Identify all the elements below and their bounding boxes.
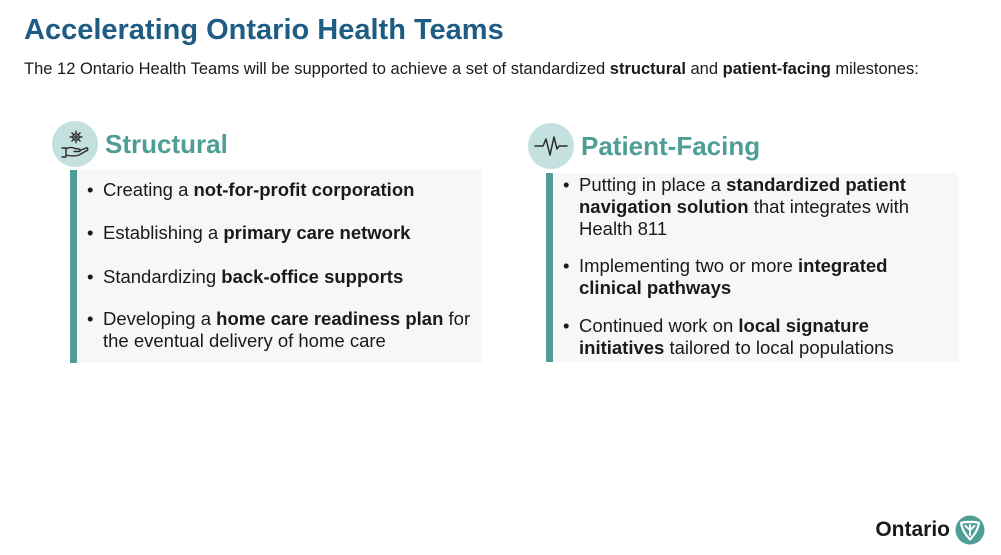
item-bold-text: standardized patient navigation solution <box>579 174 906 217</box>
list-item <box>103 179 476 201</box>
list-item <box>103 266 476 288</box>
item-text: Putting in place a <box>579 174 727 195</box>
patient-facing-list-box <box>546 173 958 362</box>
item-text: Implementing two or more <box>579 255 799 276</box>
list-item <box>103 308 476 352</box>
logo-text: Ontario <box>875 518 950 541</box>
item-text: Standardizing <box>103 266 222 287</box>
intro-part-2: and <box>685 60 723 78</box>
intro-part-3: milestones: <box>830 60 919 78</box>
list-item <box>579 315 952 359</box>
intro-text <box>24 59 924 79</box>
item-bold-text: not-for-profit corporation <box>193 179 415 200</box>
page-title: Accelerating Ontario Health Teams <box>24 14 504 46</box>
item-bold-text: integrated clinical pathways <box>579 255 888 298</box>
list-item <box>579 255 952 299</box>
item-text: tailored to local populations <box>664 337 894 358</box>
heartbeat-icon <box>528 123 574 169</box>
intro-bold-structural: structural <box>609 60 686 78</box>
item-bold-text: back-office supports <box>221 266 404 287</box>
item-text: for the eventual delivery of home care <box>103 308 471 351</box>
patient-facing-header <box>528 123 760 169</box>
ontario-logo <box>875 515 985 545</box>
item-bold-text: home care readiness plan <box>216 308 444 329</box>
hand-gear-icon <box>52 121 98 167</box>
item-bold-text: local signature initiatives <box>579 315 869 358</box>
item-text: Establishing a <box>103 222 224 243</box>
item-text: that integrates with Health 811 <box>579 196 910 239</box>
list-item <box>103 222 476 244</box>
item-text: Creating a <box>103 179 194 200</box>
structural-header <box>52 121 228 167</box>
item-text: Developing a <box>103 308 217 329</box>
structural-list-box <box>70 170 482 363</box>
patient-facing-heading: Patient-Facing <box>581 130 761 161</box>
item-bold-text: primary care network <box>223 222 411 243</box>
item-text: Continued work on <box>579 315 739 336</box>
intro-bold-patient-facing: patient-facing <box>722 60 831 78</box>
intro-part-1: The 12 Ontario Health Teams will be supported to achieve a set of standardized <box>24 60 610 78</box>
trillium-icon <box>955 515 985 545</box>
structural-heading: Structural <box>105 128 228 159</box>
list-item <box>579 174 952 240</box>
